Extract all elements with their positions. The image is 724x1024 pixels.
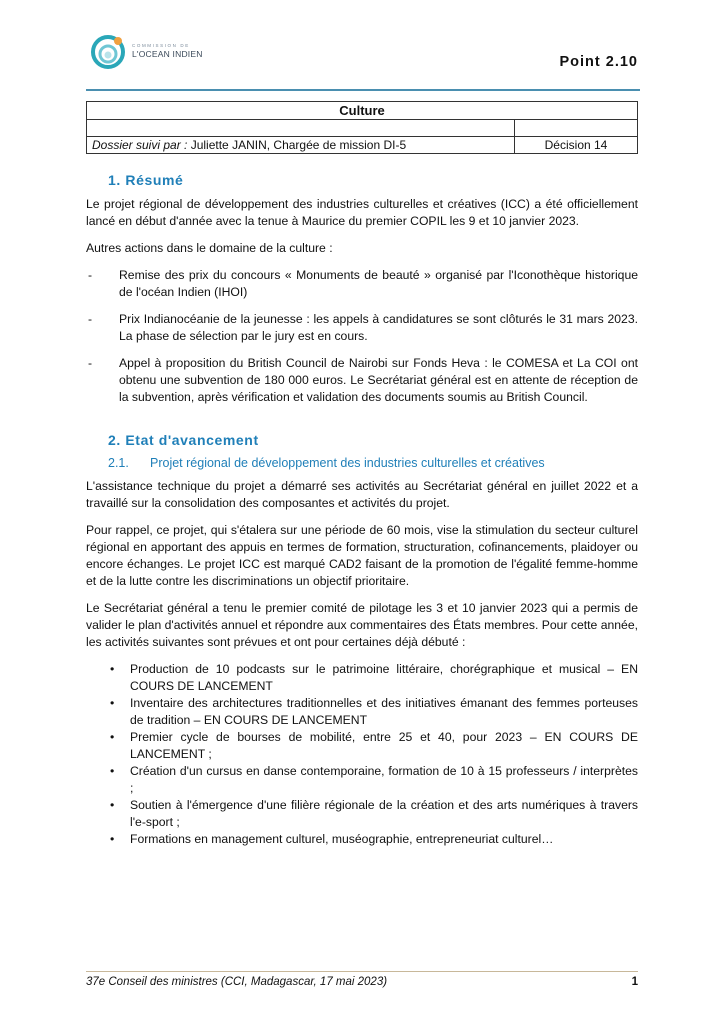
- page-footer: [86, 976, 638, 988]
- header-rule: [86, 89, 640, 91]
- paragraph: Le Secrétariat général a tenu le premier comité de pilotage les 3 et 10 janvier 2023 qui a permis de valider le plan d'activités annuel et répondre aux commentaires des États membres. Pour cette année, les activités suivantes sont prévues et ont pour certaines déjà débuté :: [86, 601, 638, 649]
- empty-cell: [515, 120, 638, 137]
- dossier-value: Juliette JANIN, Chargée de mission DI-5: [187, 138, 407, 152]
- logo-big-text: L'OCEAN INDIEN: [132, 48, 203, 59]
- empty-cell: [87, 120, 515, 137]
- logo-small-text: COMMISSION DE: [132, 43, 190, 48]
- list-item: • Formations en management culturel, muséographie, entrepreneuriat culturel…: [110, 832, 554, 846]
- list-item: - Appel à proposition du British Council de Nairobi sur Fonds Heva : le COMESA et La COI ont obtenu une subvention de 180 000 euros. Le Secrétariat général est en attente de réception de la subvention, après vérification et validation des documents soumis au British Council.: [88, 356, 638, 404]
- dash-marker: -: [88, 268, 93, 282]
- list-item: • Production de 10 podcasts sur le patrimoine littéraire, chorégraphique et musical – EN COURS DE LANCEMENT: [110, 662, 638, 693]
- summary-intro: Le projet régional de développement des industries culturelles et créatives (ICC) a été officiellement lancé en début d'année avec la tenue à Maurice du premier COPIL les 9 et 10 janvier 2023.: [86, 197, 638, 228]
- page-number: 1: [631, 976, 638, 988]
- dossier-label: Dossier suivi par :: [92, 138, 188, 152]
- list-item: - Remise des prix du concours « Monuments de beauté » organisé par l'Iconothèque historique de l'océan Indien (IHOI): [88, 268, 638, 299]
- bullet-marker: •: [110, 662, 115, 676]
- decision-cell: Décision 14: [515, 137, 638, 154]
- list-item: • Premier cycle de bourses de mobilité, entre 25 et 40, pour 2023 – EN COURS DE LANCEMENT ;: [110, 730, 638, 761]
- bullet-marker: •: [110, 696, 115, 710]
- info-table: [86, 101, 638, 154]
- bullet-marker: •: [110, 764, 115, 778]
- section-heading-summary: 1. Résumé: [108, 172, 184, 188]
- section-heading-progress: 2. Etat d'avancement: [108, 432, 259, 448]
- document-body: [86, 172, 638, 848]
- coi-logo-icon: [90, 33, 126, 69]
- paragraph: Pour rappel, ce projet, qui s'étalera sur une période de 60 mois, vise la stimulation du secteur culturel régional en apportant des appuis en termes de formation, structuration, cofinancements, plaidoyer ou encore échanges. Le projet ICC est marqué CAD2 faisant de la promotion de l'égalité femme-homme et de la lutte contre les discriminations un objectif prioritaire.: [86, 523, 638, 588]
- paragraph: L'assistance technique du projet a démarré ses activités au Secrétariat général en juillet 2022 et a travaillé sur la consolidation des composantes et activités du projet.: [86, 479, 638, 510]
- subsection-title: Projet régional de développement des industries culturelles et créatives: [150, 456, 545, 470]
- table-title: Culture: [87, 102, 638, 120]
- dash-marker: -: [88, 312, 93, 326]
- list-item: • Création d'un cursus en danse contemporaine, formation de 10 à 15 professeurs / interprètes ;: [110, 764, 638, 795]
- dash-marker: -: [88, 356, 93, 370]
- subsection-number: 2.1.: [108, 456, 129, 470]
- list-item: • Soutien à l'émergence d'une filière régionale de la création et des arts numériques à travers l'e-sport ;: [110, 798, 638, 829]
- footer-text: 37e Conseil des ministres (CCI, Madagascar, 17 mai 2023): [86, 976, 388, 988]
- other-actions-label: Autres actions dans le domaine de la culture :: [86, 241, 333, 255]
- dossier-cell: [87, 137, 515, 154]
- point-number: Point 2.10: [559, 54, 638, 70]
- activities-list: [86, 661, 638, 848]
- bullet-marker: •: [110, 832, 115, 846]
- bullet-marker: •: [110, 798, 115, 812]
- other-actions-list: [86, 267, 638, 406]
- bullet-marker: •: [110, 730, 115, 744]
- list-item: • Inventaire des architectures traditionnelles et des initiatives émanant des femmes porteuses de tradition – EN COURS DE LANCEMENT: [110, 696, 638, 727]
- footer-rule: [86, 971, 638, 972]
- coi-logo: [90, 33, 203, 69]
- subsection-heading: [108, 456, 638, 470]
- list-item: - Prix Indianocéanie de la jeunesse : les appels à candidatures se sont clôturés le 31 mars 2023. La phase de sélection par le jury est en cours.: [88, 312, 638, 343]
